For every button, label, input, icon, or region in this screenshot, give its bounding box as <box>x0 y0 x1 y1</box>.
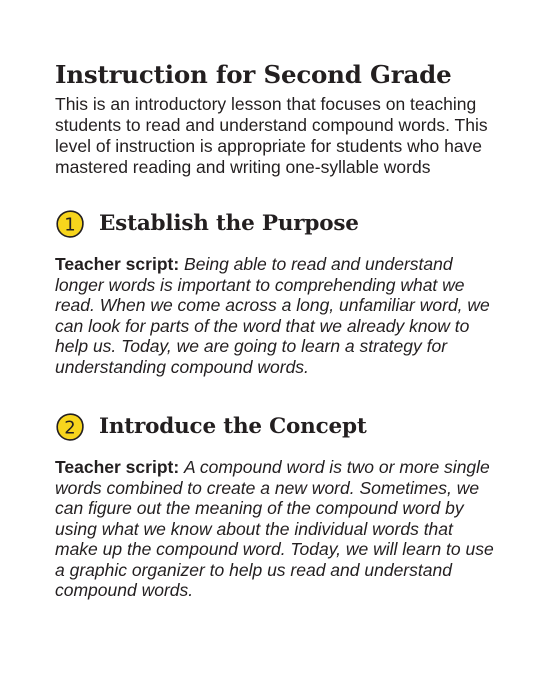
section-establish-purpose <box>55 204 495 377</box>
section-introduce-concept <box>55 407 495 601</box>
teacher-script <box>55 254 495 377</box>
step-one-icon <box>55 209 85 239</box>
section-heading: Introduce the Concept <box>99 414 367 439</box>
section-header <box>55 407 495 447</box>
step-number: 1 <box>64 214 76 236</box>
teacher-script-label: Teacher script: <box>55 457 180 477</box>
section-header <box>55 204 495 244</box>
step-number: 2 <box>64 417 76 439</box>
teacher-script-text: A compound word is two or more single words combined to create a new word. Sometimes, we can figure out the meaning of the compound word by using what we know about the individual words that make up the compound word. Today, we will learn to use a graphic organizer to help us read and understand compound words. <box>55 457 494 600</box>
document-page <box>55 58 495 601</box>
step-two-icon <box>55 412 85 442</box>
teacher-script <box>55 457 495 601</box>
intro-paragraph: This is an introductory lesson that focuses on teaching students to read and understand compound words. This level of instruction is appropriate for students who have mastered reading and writing one-syllable words <box>55 94 488 177</box>
section-heading: Establish the Purpose <box>99 211 359 236</box>
teacher-script-text: Being able to read and understand longer words is important to comprehending what we read. When we come across a long, unfamiliar word, we can look for parts of the word that we already know to help us. Today, we are going to learn a strategy for understanding compound words. <box>55 254 490 377</box>
teacher-script-label: Teacher script: <box>55 254 180 274</box>
page-title: Instruction for Second Grade <box>55 60 452 89</box>
